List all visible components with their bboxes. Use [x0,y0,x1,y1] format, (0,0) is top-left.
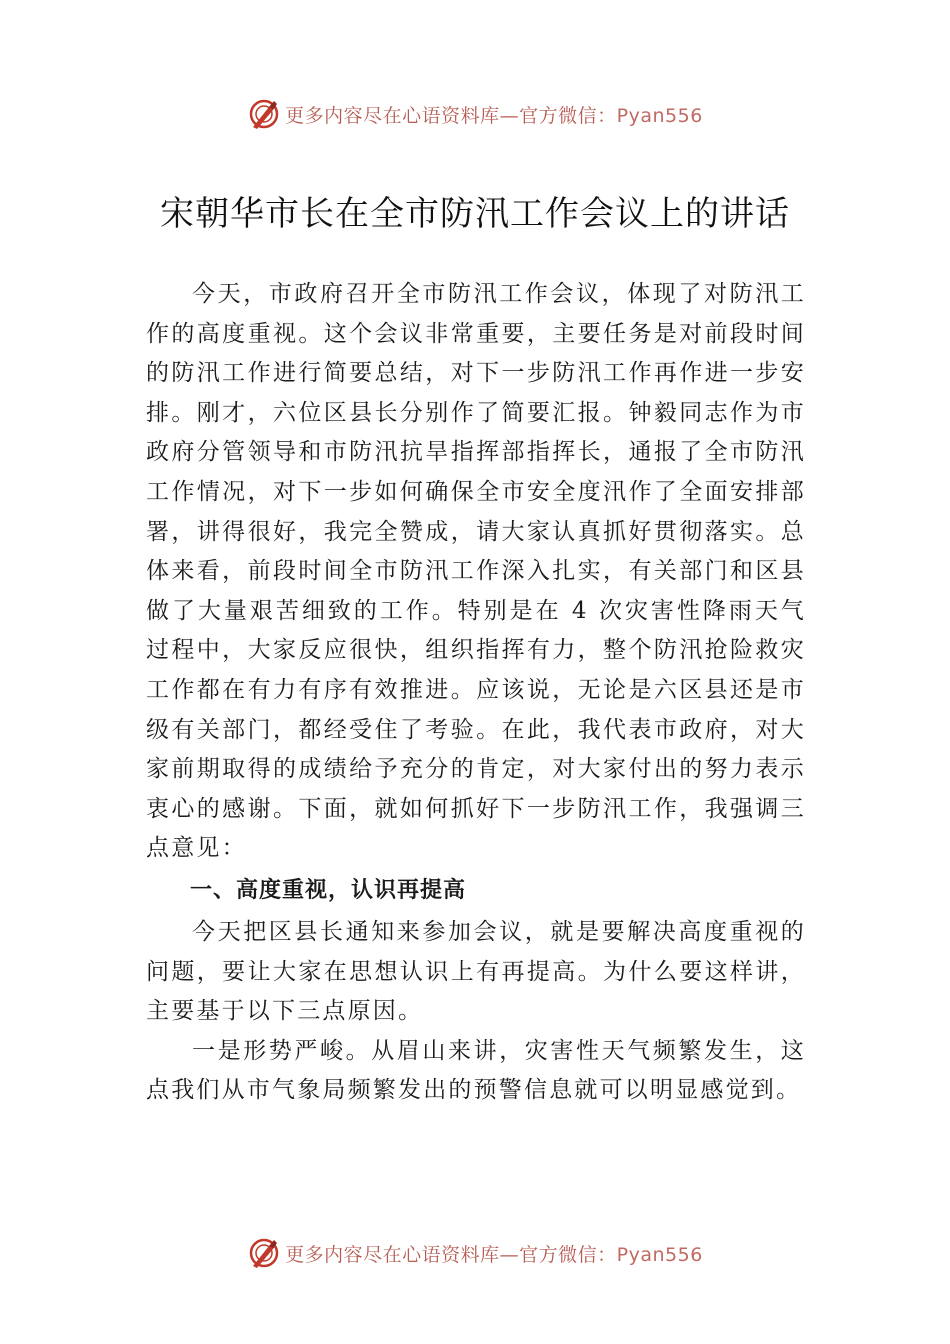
watermark-text: 更多内容尽在心语资料库—官方微信：Pyan556 [285,104,703,127]
paragraph: 今天，市政府召开全市防汛工作会议，体现了对防汛工作的高度重视。这个会议非常重要，主要任务是对前段时间的防汛工作进行简要总结，对下一步防汛工作再作进一步安排。刚才，六位区县长分别作了简要汇报。钟毅同志作为市政府分管领导和市防汛抗旱指挥部指挥长，通报了全市防汛工作情况，对下一步如何确保全市安全度汛作了全面安排部署，讲得很好，我完全赞成，请大家认真抓好贯彻落实。总体来看，前段时间全市防汛工作深入扎实，有关部门和区县做了大量艰苦细致的工作。特别是在 4 次灾害性降雨天气过程中，大家反应很快，组织指挥有力，整个防汛抢险救灾工作都在有力有序有效推进。应该说，无论是六区县还是市级有关部门，都经受住了考验。在此，我代表市政府，对大家前期取得的成绩给予充分的肯定，对大家付出的努力表示衷心的感谢。下面，就如何抓好下一步防汛工作，我强调三点意见： [146,281,806,862]
paragraph: 今天把区县长通知来参加会议，就是要解决高度重视的问题，要让大家在思想认识上有再提高。为什么要这样讲，主要基于以下三点原因。 [146,918,806,1025]
document-title: 宋朝华市长在全市防汛工作会议上的讲话 [160,194,790,234]
pen-logo-icon [247,97,281,131]
watermark-banner-top [0,94,950,134]
paragraph: 一是形势严峻。从眉山来讲，灾害性天气频繁发生，这点我们从市气象局频繁发出的预警信息就可以明显感觉到。 [146,1037,806,1104]
section-heading: 一、高度重视，认识再提高 [190,877,467,903]
watermark-text: 更多内容尽在心语资料库—官方微信：Pyan556 [285,1243,703,1266]
pen-logo-icon [247,1236,281,1270]
watermark-banner-bottom [0,1233,950,1273]
document-body [146,275,806,1111]
